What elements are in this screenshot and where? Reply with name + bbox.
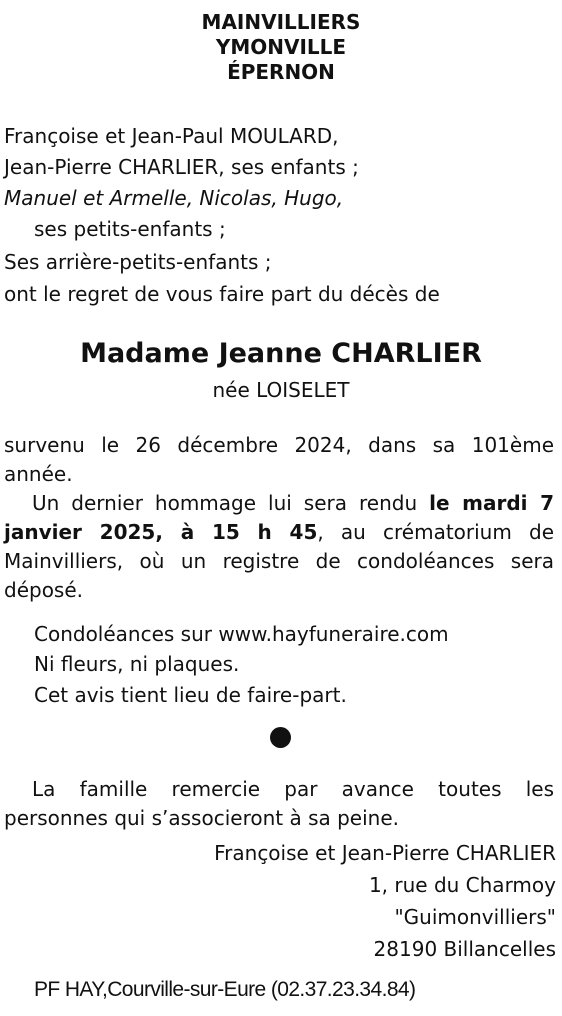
flowers-line: Ni fleurs, ni plaques. (34, 652, 240, 676)
thanks-paragraph: La famille remercie par avance toutes les personnes qui s’associeront à sa peine. (4, 777, 554, 830)
family-line-5: Ses arrière-petits-enfants ; (4, 250, 272, 274)
notice-line: Cet avis tient lieu de faire-part. (34, 683, 347, 707)
town-ymonville: YMONVILLE (215, 35, 347, 59)
family-line-2: Jean-Pierre CHARLIER, ses enfants ; (4, 155, 359, 179)
town-mainvilliers: MAINVILLIERS (201, 10, 361, 34)
family-line-3: Manuel et Armelle, Nicolas, Hugo, (4, 186, 344, 210)
address-street: 1, rue du Charmoy (368, 873, 556, 897)
family-line-4: ses petits-enfants ; (34, 217, 226, 241)
maiden-name: née LOISELET (212, 378, 350, 402)
ceremony-date: le mardi 7 janvier 2025, à 15 h 45 (4, 491, 554, 544)
deceased-name: Madame Jeanne CHARLIER (80, 338, 482, 369)
death-date-paragraph: survenu le 26 décembre 2024, dans sa 101ème année. (4, 433, 554, 486)
separator-dot (270, 727, 291, 748)
family-line-1: Françoise et Jean-Paul MOULARD, (4, 124, 339, 148)
town-epernon: ÉPERNON (227, 60, 335, 84)
condolences-line: Condoléances sur www.hayfuneraire.com (34, 622, 449, 646)
ceremony-intro: Un dernier hommage lui sera rendu (32, 491, 430, 515)
announcement-line: ont le regret de vous faire part du décès de (4, 282, 440, 306)
funeral-home-line: PF HAY,Courville-sur-Eure (02.37.23.34.84) (34, 978, 416, 1001)
address-names: Françoise et Jean-Pierre CHARLIER (214, 841, 556, 865)
address-place: "Guimonvilliers" (394, 905, 556, 929)
ceremony-rest: , au crématorium de Mainvilliers, où un registre de condoléances sera déposé. (4, 520, 554, 602)
address-city: 28190 Billancelles (373, 937, 556, 961)
ceremony-paragraph (4, 489, 554, 605)
